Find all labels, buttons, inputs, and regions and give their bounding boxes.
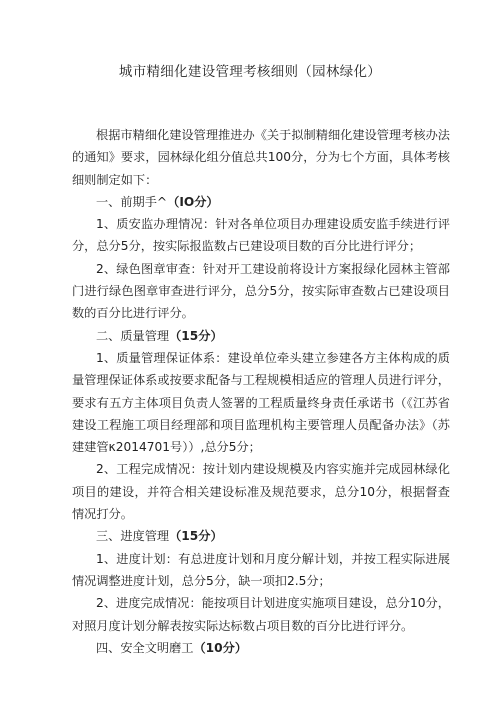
document-title: 城市精细化建设管理考核细则（园林绿化） — [118, 64, 382, 80]
section-heading-3-score: （15分） — [169, 529, 223, 544]
section-heading-3 — [72, 525, 450, 547]
section-1-item-2: 2、绿色图章审查：针对开工建设前将设计方案报绿化园林主管部门进行绿色图章审查进行评分，总分5分，按实际审查数占已建设项目数的百分比进行评分。 — [72, 261, 450, 321]
section-heading-2-score: （15分） — [169, 328, 223, 343]
section-3-item-1: 1、进度计划：有总进度计划和月度分解计划，并按工程实际进展情况调整进度计划，总分5分，缺一项扣2.5分； — [72, 551, 450, 588]
section-heading-4 — [72, 637, 450, 659]
section-heading-2-label: 二、质量管理 — [96, 328, 170, 343]
section-heading-1-label: 一、前期手^ — [96, 194, 168, 209]
intro-paragraph: 根据市精细化建设管理推进办《关于拟制精细化建设管理考核办法的通知》要求，园林绿化组分值总共100分，分为七个方面，具体考核细则制定如下： — [72, 128, 450, 187]
section-1-item-1: 1、质安监办理情况：针对各单位项目办理建设质安监手续进行评分，总分5分，按实际报监数占已建设项目数的百分比进行评分； — [72, 217, 450, 254]
document-body — [72, 124, 450, 659]
section-heading-1-score: （IO分） — [167, 194, 219, 209]
section-heading-4-label: 四、安全文明磨工 — [96, 640, 194, 655]
section-2-item-2: 2、工程完成情况：按计划内建设规模及内容实施并完成园林绿化项目的建设，并符合相关建设标准及规范要求，总分10分，根据督查情况打分。 — [72, 462, 450, 522]
section-heading-3-label: 三、进度管理 — [96, 529, 170, 544]
section-heading-4-score: （10分） — [193, 640, 248, 655]
section-heading-2 — [72, 325, 450, 347]
section-3-item-2: 2、进度完成情况：能按项目计划进度实施项目建设，总分10分，对照月度计划分解表按实际达标数占项目数的百分比进行评分。 — [72, 596, 450, 633]
section-heading-1 — [72, 191, 450, 213]
section-2-item-1: 1、质量管理保证体系：建设单位牵头建立参建各方主体构成的质量管理保证体系或按要求配备与工程规模相适应的管理人员进行评分，要求有五方主体项目负责人签署的工程质量终身责任承诺书（《江苏省建设工程施工项目经理部和项目监理机构主要管理人员配备办法》（苏建建管κ2014701号））,总分5分； — [72, 350, 450, 455]
